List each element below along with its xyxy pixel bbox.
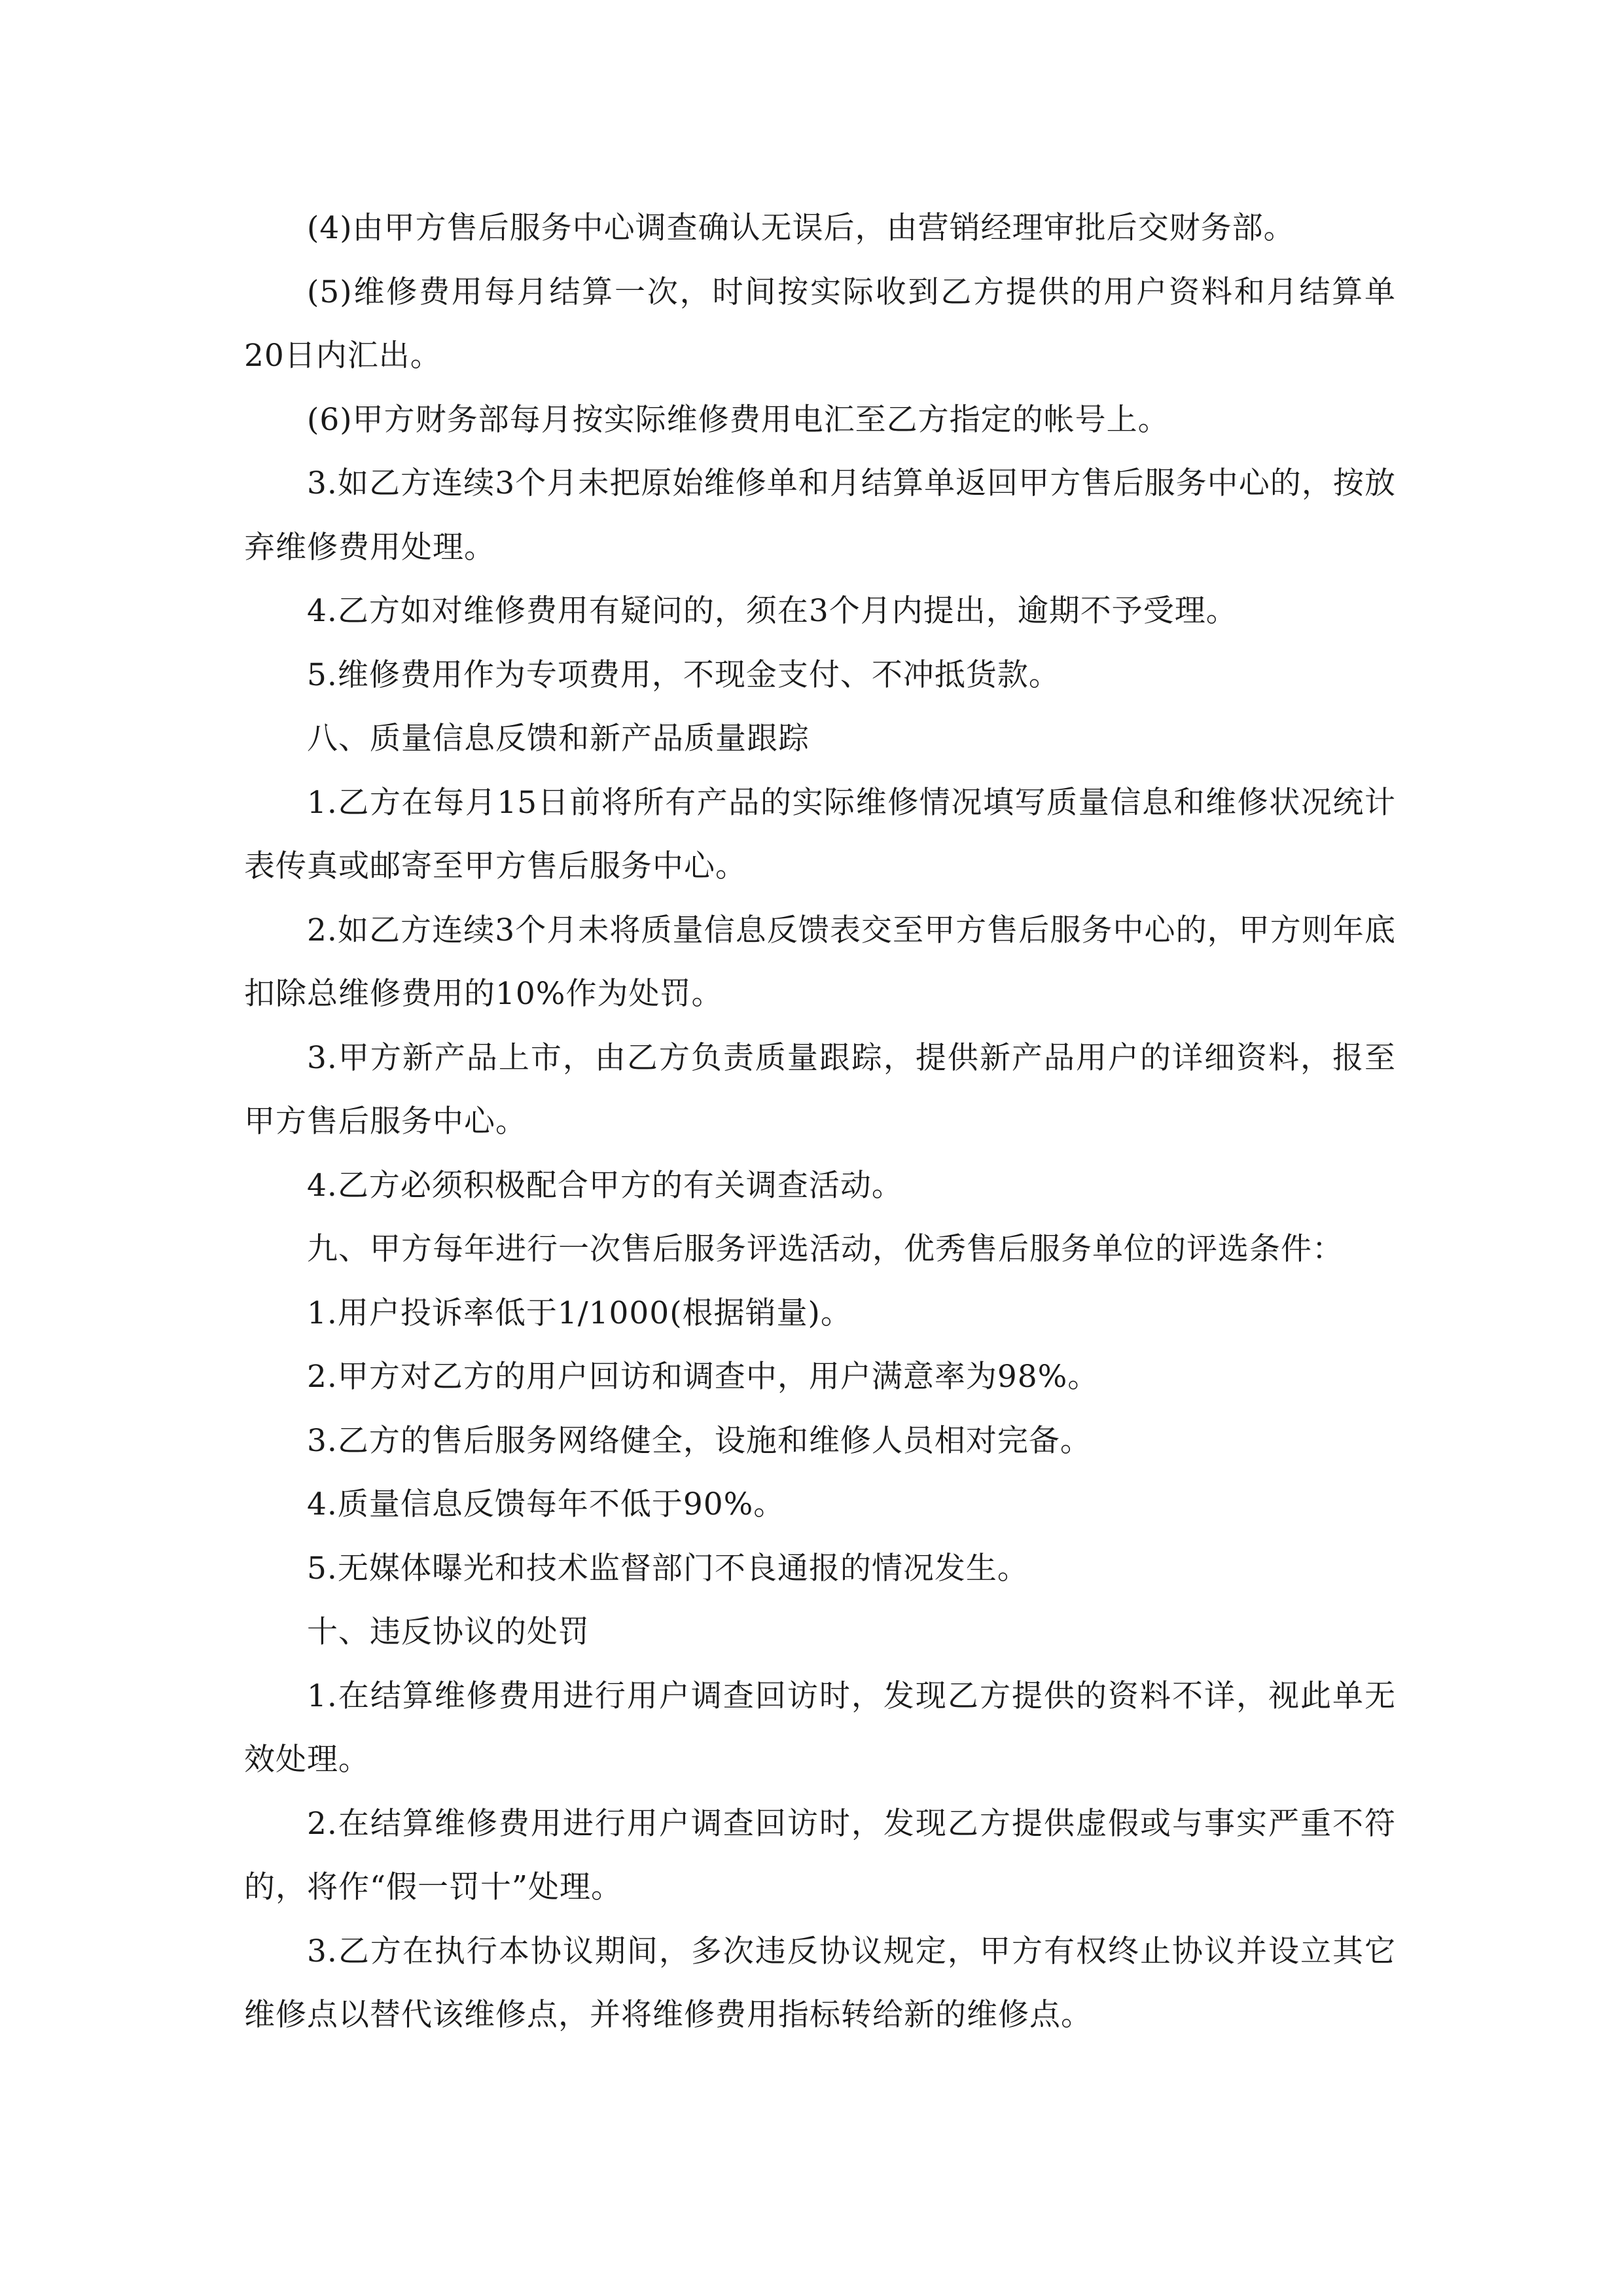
paragraph: 5.维修费用作为专项费用，不现金支付、不冲抵货款。 [307,656,1060,693]
section-heading: 九、甲方每年进行一次售后服务评选活动，优秀售后服务单位的评选条件： [307,1231,1344,1267]
paragraph: 4.乙方必须积极配合甲方的有关调查活动。 [307,1167,903,1204]
paragraph: (5)维修费用每月结算一次，时间按实际收到乙方提供的用户资料和月结算单20日内汇出。 [244,274,1396,374]
paragraph: 1.乙方在每月15日前将所有产品的实际维修情况填写质量信息和维修状况统计表传真或邮寄至甲方售后服务中心。 [244,784,1396,884]
paragraph: 5.无媒体曝光和技术监督部门不良通报的情况发生。 [307,1550,1029,1587]
paragraph: 3.如乙方连续3个月未把原始维修单和月结算单返回甲方售后服务中心的，按放弃维修费用处理。 [244,465,1396,565]
paragraph: 4.乙方如对维修费用有疑问的，须在3个月内提出，逾期不予受理。 [307,593,1238,629]
section-heading: 十、违反协议的处罚 [307,1614,590,1650]
paragraph: 3.乙方的售后服务网络健全，设施和维修人员相对完备。 [307,1422,1092,1459]
paragraph: (6)甲方财务部每月按实际维修费用电汇至乙方指定的帐号上。 [307,401,1169,438]
paragraph: 2.在结算维修费用进行用户调查回访时，发现乙方提供虚假或与事实严重不符的，将作“假一罚十”处理。 [244,1805,1396,1905]
paragraph: 4.质量信息反馈每年不低于90%。 [307,1486,785,1522]
paragraph: 1.用户投诉率低于1/1000(根据销量)。 [307,1295,852,1331]
paragraph: 3.甲方新产品上市，由乙方负责质量跟踪，提供新产品用户的详细资料，报至甲方售后服务中心。 [244,1039,1396,1139]
paragraph: 1.在结算维修费用进行用户调查回访时，发现乙方提供的资料不详，视此单无效处理。 [244,1677,1396,1778]
section-heading: 八、质量信息反馈和新产品质量跟踪 [307,721,810,757]
paragraph: 2.甲方对乙方的用户回访和调查中，用户满意率为98%。 [307,1359,1099,1395]
document-body [244,196,1396,2047]
paragraph: 2.如乙方连续3个月未将质量信息反馈表交至甲方售后服务中心的，甲方则年底扣除总维修费用的10%作为处罚。 [244,912,1396,1012]
paragraph: (4)由甲方售后服务中心调查确认无误后，由营销经理审批后交财务部。 [307,210,1295,246]
paragraph: 3.乙方在执行本协议期间，多次违反协议规定，甲方有权终止协议并设立其它维修点以替代该维修点，并将维修费用指标转给新的维修点。 [244,1933,1396,2033]
